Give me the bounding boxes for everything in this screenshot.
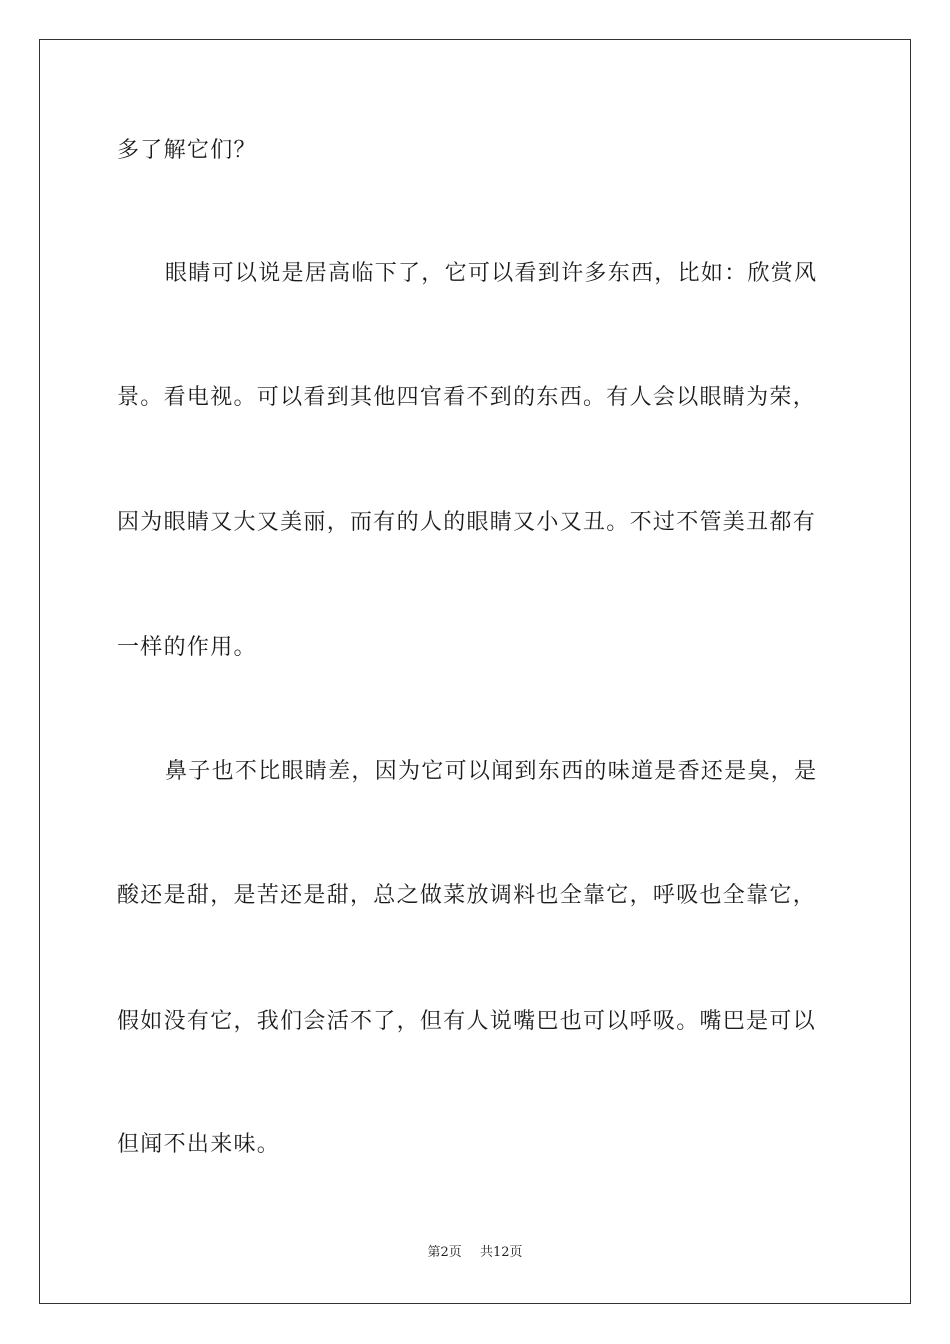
page-number-current: 第2页 [427,1245,462,1260]
page-number-total: 共12页 [479,1245,523,1260]
page-border [39,39,911,1304]
text-line: 一样的作用。 [117,635,257,660]
text-line: 但闻不出来味。 [117,1132,281,1157]
text-line: 假如没有它，我们会活不了，但有人说嘴巴也可以呼吸。嘴巴是可以 [117,1009,817,1034]
text-line: 酸还是甜，是苦还是甜，总之做菜放调料也全靠它，呼吸也全靠它， [117,883,817,908]
page-footer [0,1244,950,1262]
text-line: 因为眼睛又大又美丽，而有的人的眼睛又小又丑。不过不管美丑都有 [117,510,817,535]
text-line: 眼睛可以说是居高临下了，它可以看到许多东西，比如：欣赏风 [165,261,818,286]
text-line: 多了解它们？ [117,138,257,163]
text-line: 景。看电视。可以看到其他四官看不到的东西。有人会以眼睛为荣， [117,385,817,410]
text-line: 鼻子也不比眼睛差，因为它可以闻到东西的味道是香还是臭，是 [165,759,818,784]
